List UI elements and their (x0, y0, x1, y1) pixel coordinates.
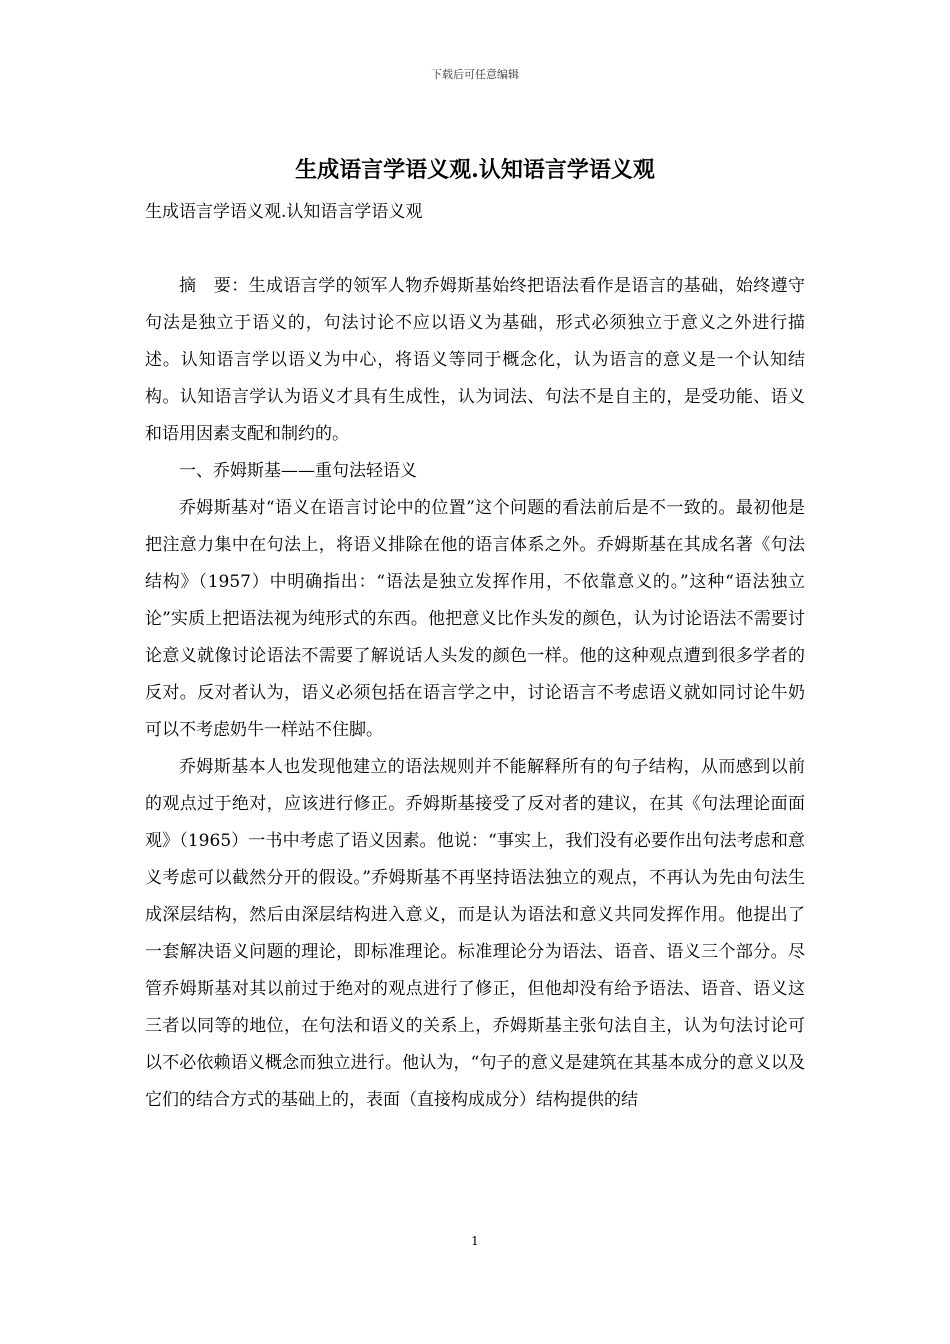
section-heading: 一、乔姆斯基——重句法轻语义 (179, 461, 417, 481)
abstract-paragraph: 摘 要：生成语言学的领军人物乔姆斯基始终把语法看作是语言的基础，始终遵守句法是独立于语义的，句法讨论不应以语义为基础，形式必须独立于意义之外进行描述。认知语言学以语义为中心，将语义等同于概念化，认为语言的意义是一个认知结构。认知语言学认为语义才具有生成性，认为词法、句法不是自主的，是受功能、语义和语用因素支配和制约的。 (145, 276, 805, 444)
document-body (145, 268, 805, 1119)
document-title: 生成语言学语义观.认知语言学语义观 (295, 157, 655, 183)
body-paragraph: 乔姆斯基对“语义在语言讨论中的位置”这个问题的看法前后是不一致的。最初他是把注意力集中在句法上，将语义排除在他的语言体系之外。乔姆斯基在其成名著《句法结构》（1957）中明确指出：“语法是独立发挥作用，不依靠意义的。”这种“语法独立论”实质上把语法视为纯形式的东西。他把意义比作头发的颜色，认为讨论语法不需要讨论意义就像讨论语法不需要了解说话人头发的颜色一样。他的这种观点遭到很多学者的反对。反对者认为，语义必须包括在语言学之中，讨论语言不考虑语义就如同讨论牛奶可以不考虑奶牛一样站不住脚。 (145, 498, 805, 740)
page-header: 下载后可任意编辑 (431, 68, 519, 81)
body-paragraph: 乔姆斯基本人也发现他建立的语法规则并不能解释所有的句子结构，从而感到以前的观点过于绝对，应该进行修正。乔姆斯基接受了反对者的建议，在其《句法理论面面观》（1965）一书中考虑了语义因素。他说：“事实上，我们没有必要作出句法考虑和意义考虑可以截然分开的假设。”乔姆斯基不再坚持语法独立的观点，不再认为先由句法生成深层结构，然后由深层结构进入意义，而是认为语法和意义共同发挥作用。他提出了一套解决语义问题的理论，即标准理论。标准理论分为语法、语音、语义三个部分。尽管乔姆斯基对其以前过于绝对的观点进行了修正，但他却没有给予语法、语音、语义这三者以同等的地位，在句法和语义的关系上，乔姆斯基主张句法自主，认为句法讨论可以不必依赖语义概念而独立进行。他认为，“句子的意义是建筑在其基本成分的意义以及它们的结合方式的基础上的，表面（直接构成成分）结构提供的结 (145, 757, 805, 1110)
page-number: 1 (471, 1234, 479, 1248)
document-subtitle: 生成语言学语义观.认知语言学语义观 (145, 202, 423, 222)
